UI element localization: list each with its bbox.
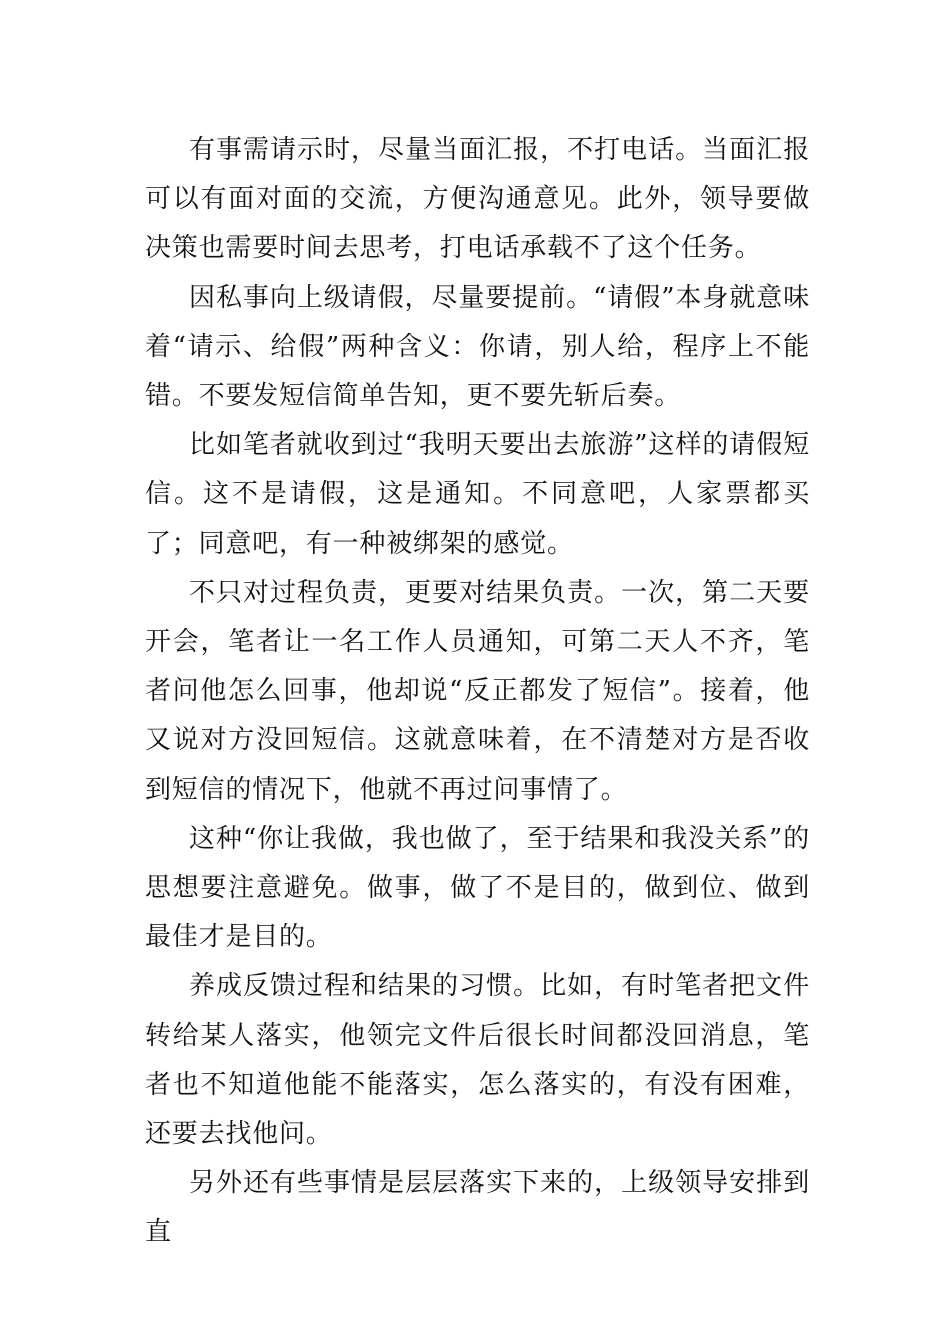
body-text — [145, 126, 810, 1258]
paragraph-1: 有事需请示时，尽量当面汇报，不打电话。当面汇报可以有面对面的交流，方便沟通意见。此外，领导要做决策也需要时间去思考，打电话承载不了这个任务。 — [145, 135, 810, 264]
paragraph-4: 不只对过程负责，更要对结果负责。一次，第二天要开会，笔者让一名工作人员通知，可第二天人不齐，笔者问他怎么回事，他却说“反正都发了短信”。接着，他又说对方没回短信。这就意味着，在不清楚对方是否收到短信的情况下，他就不再过问事情了。 — [145, 577, 810, 805]
paragraph-7: 另外还有些事情是层层落实下来的，上级领导安排到直 — [145, 1168, 810, 1248]
paragraph-5: 这种“你让我做，我也做了，至于结果和我没关系”的思想要注意避免。做事，做了不是目的，做到位、做到最佳才是目的。 — [145, 823, 810, 953]
paragraph-6: 养成反馈过程和结果的习惯。比如，有时笔者把文件转给某人落实，他领完文件后很长时间都没回消息，笔者也不知道他能不能落实，怎么落实的，有没有困难，还要去找他问。 — [145, 971, 810, 1150]
paragraph-3: 比如笔者就收到过“我明天要出去旅游”这样的请假短信。这不是请假，这是通知。不同意吧，人家票都买了；同意吧，有一种被绑架的感觉。 — [145, 430, 810, 559]
paragraph-2: 因私事向上级请假，尽量要提前。“请假”本身就意味着“请示、给假”两种含义：你请，别人给，程序上不能错。不要发短信简单告知，更不要先斩后奏。 — [145, 282, 810, 412]
